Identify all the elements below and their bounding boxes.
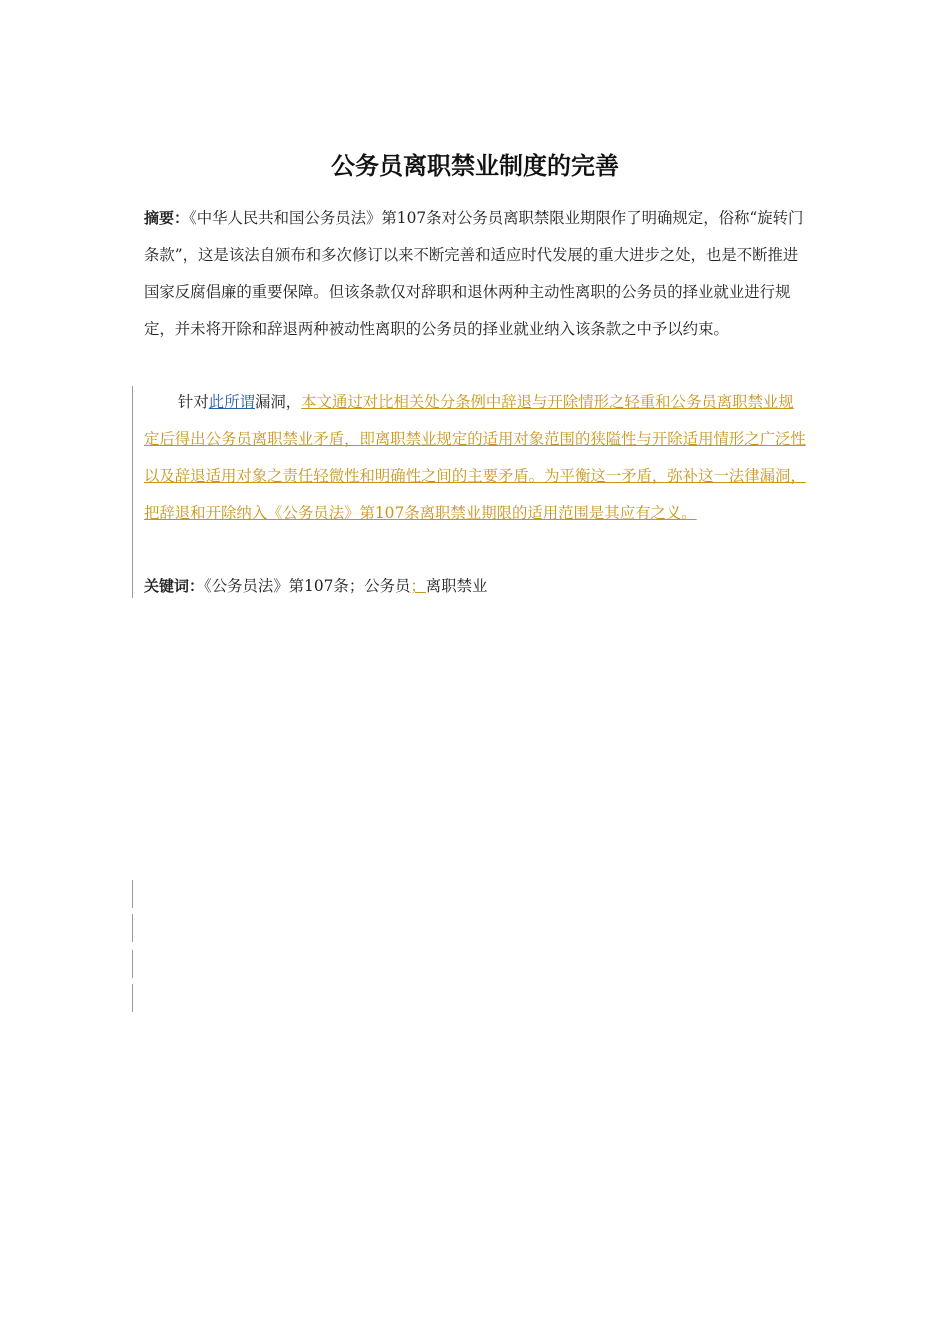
change-bar [132,984,133,1012]
abstract-label: 摘要： [144,209,190,227]
keywords-tracked-separator[interactable]: ； [410,577,426,595]
para2-prefix: 针对 [178,393,209,411]
document-title: 公务员离职禁业制度的完善 [331,152,619,180]
keywords-text: 《公务员法》第107条；公务员 [204,577,411,595]
change-bar [132,914,133,942]
change-bar [132,950,133,978]
inserted-link-text[interactable]: 此所谓 [208,393,255,411]
tracked-change-text[interactable]: 本文通过对比相关处分条例中辞退与开除情形之轻重和公务员离职禁业规定后得出公务员离职禁业矛盾，即离职禁业规定的适用对象范围的狭隘性与开除适用情形之广泛性以及辞退适用对象之责任轻微性和明确性之间的主要矛盾。为平衡这一矛盾，弥补这一法律漏洞，把辞退和开除纳入《公务员法》第107条离职禁业期限的适用范围是其应有之义。 [144,393,806,522]
abstract-text: 《中华人民共和国公务员法》第107条对公务员离职禁限业期限作了明确规定，俗称“旋转门条款”，这是该法自颁布和多次修订以来不断完善和适应时代发展的重大进步之处，也是不断推进国家反腐倡廉的重要保障。但该条款仅对辞职和退休两种主动性离职的公务员的择业就业进行规定，并未将开除和辞退两种被动性离职的公务员的择业就业纳入该条款之中予以约束。 [144,209,804,338]
keywords-paragraph [144,568,808,605]
change-bar [132,880,133,908]
change-bar [132,386,133,598]
keywords-label: 关键词： [144,577,205,595]
body-paragraph [144,384,808,532]
abstract-paragraph [144,200,808,348]
keywords-last: 离职禁业 [425,577,488,595]
para2-mid: 漏洞， [254,393,302,411]
